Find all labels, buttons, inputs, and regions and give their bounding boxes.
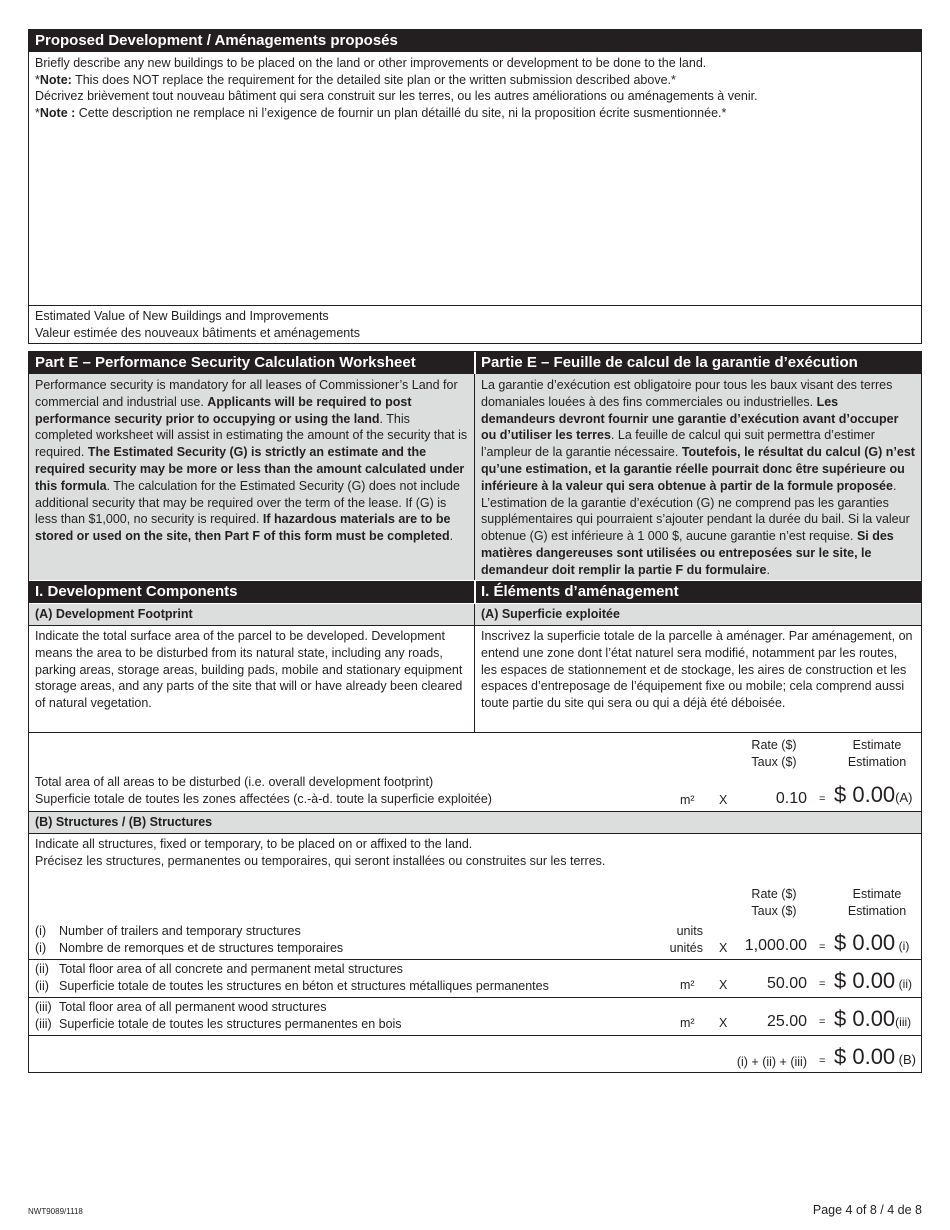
footprint-code: (A) bbox=[895, 790, 913, 805]
concrete-metal-area-input[interactable] bbox=[589, 961, 669, 993]
form-id: NWT9089/1118 bbox=[28, 1207, 83, 1216]
intro-divider bbox=[474, 374, 475, 580]
intro-run: . bbox=[449, 529, 454, 544]
part-e-header-fr: Partie E – Feuille de calcul de la garantie d’exécution bbox=[475, 352, 921, 374]
header-separator bbox=[474, 352, 476, 374]
equals-sign: = bbox=[819, 793, 826, 805]
dev-components-header-en: I. Development Components bbox=[29, 581, 475, 603]
intro-run: . The calculation for the Estimated Security (G) does not include additional security that may be required over the term of the lease. If (G) is less than $1,000, no security is required. bbox=[35, 478, 460, 527]
estimate-header-fr: Estimation bbox=[847, 904, 907, 918]
structure-row-i: (i) Number of trailers and temporary structures (i) Nombre de remorques et de structures temporaires bbox=[35, 924, 344, 955]
page-number: Page 4 of 8 / 4 de 8 bbox=[812, 1203, 922, 1217]
footprint-estimate bbox=[834, 784, 913, 806]
times-sign: X bbox=[719, 1016, 728, 1030]
structures-label: (B) Structures / (B) Structures bbox=[29, 812, 921, 834]
trailers-count-input[interactable] bbox=[589, 923, 669, 955]
rate-header-en: Rate ($) bbox=[751, 738, 797, 752]
footprint-rate: 0.10 bbox=[775, 790, 807, 807]
footprint-total-label-fr: Superficie totale de toutes les zones affectées (c.-à-d. toute la superficie exploitée) bbox=[35, 792, 492, 806]
instruction-en: Briefly describe any new buildings to be placed on the land or other improvements or development to be done to the land. bbox=[35, 56, 707, 70]
equals-sign: = bbox=[819, 978, 826, 990]
note-en: *Note: This does NOT replace the requirement for the detailed site plan or the written submission described above.* bbox=[35, 72, 676, 87]
structure-row-ii: (ii) Total floor area of all concrete and permanent metal structures (ii) Superficie totale de toutes les structures en béton et structures métalliques permanentes bbox=[35, 962, 549, 993]
divider bbox=[29, 732, 921, 733]
intro-run: Applicants will be required to post performance security prior to occupying or using the land bbox=[35, 394, 412, 426]
part-e-header-en: Part E – Performance Security Calculation Worksheet bbox=[29, 352, 475, 374]
footprint-area-input[interactable] bbox=[589, 776, 689, 806]
unit-m2: m² bbox=[680, 793, 695, 807]
rate-header bbox=[729, 737, 819, 771]
proposed-instructions bbox=[29, 52, 921, 121]
intro-run: The Estimated Security (G) is strictly an estimate and the required security may be more or less than the amount calculated under this formula bbox=[35, 445, 465, 493]
instruction-fr: Décrivez brièvement tout nouveau bâtiment qui sera construit sur les terres, ou les autres améliorations ou aménagements à venir. bbox=[35, 89, 758, 103]
trailers-rate: 1,000.00 bbox=[744, 937, 807, 954]
intro-run: Les demandeurs devront fournir une garantie d’exécution avant d’occuper ou d’utiliser les terres bbox=[481, 394, 899, 443]
part-e-section bbox=[28, 351, 922, 1073]
footprint-desc-fr: Inscrivez la superficie totale de la parcelle à aménager. Par aménagement, on entend une zone dont l’état naturel sera modifié, notamment par les routes, les espaces de stationnement et de stockage, les aires de construction et les espaces d’entreposage de l’équipement fixe ou mobile; cela comprend aussi toute partie du site qui sera ou qui a déjà été déboisée. bbox=[481, 629, 913, 711]
estimate-header-en: Estimate bbox=[852, 887, 902, 901]
estimate-header bbox=[829, 886, 925, 920]
rate-header-en: Rate ($) bbox=[751, 887, 797, 901]
a-divider bbox=[474, 604, 475, 732]
wood-estimate: $ 0.00(iii) bbox=[834, 1006, 912, 1031]
sum-label: (i) + (ii) + (iii) bbox=[736, 1055, 807, 1069]
equals-sign: = bbox=[819, 1055, 826, 1067]
header-separator bbox=[474, 581, 476, 603]
intro-run: . bbox=[766, 562, 770, 577]
footprint-amount: $ 0.00 bbox=[834, 782, 896, 807]
trailers-estimate: $ 0.00 (i) bbox=[834, 930, 910, 955]
intro-run: La garantie d’exécution est obligatoire pour tous les baux visant des terres domaniales louées à des fins commerciales ou industrielles. bbox=[481, 378, 893, 409]
equals-sign: = bbox=[819, 1016, 826, 1028]
unit-units: units unités bbox=[669, 924, 703, 955]
intro-run: Performance security is mandatory for all leases of Commissioner’s Land for commercial and industrial use. bbox=[35, 378, 458, 409]
estimated-value-input[interactable] bbox=[409, 306, 921, 343]
dev-components-header-fr: I. Éléments d’aménagement bbox=[475, 581, 921, 603]
concrete-metal-rate: 50.00 bbox=[766, 975, 807, 992]
part-e-intro-en bbox=[35, 377, 469, 545]
footprint-label-en: (A) Development Footprint bbox=[29, 604, 475, 626]
estimate-header bbox=[829, 737, 925, 771]
unit-m2: m² bbox=[680, 1016, 695, 1030]
rate-header-fr: Taux ($) bbox=[751, 904, 797, 918]
intro-run: . This completed worksheet will assist in estimating the amount of the security that is required. bbox=[35, 411, 468, 460]
estimated-value-label-fr: Valeur estimée des nouveaux bâtiments et aménagements bbox=[35, 325, 360, 340]
divider bbox=[29, 959, 921, 960]
divider bbox=[29, 997, 921, 998]
times-sign: X bbox=[719, 941, 728, 955]
footprint-total-label bbox=[35, 774, 492, 808]
structures-desc bbox=[35, 836, 605, 869]
intro-run: Toutefois, le résultat du calcul (G) n’est qu’une estimation, et la garantie réelle pourrait donc être supérieure ou inférieure à la valeur qui sera obtenue à partir de la formule proposée bbox=[481, 445, 915, 493]
structures-desc-en: Indicate all structures, fixed or temporary, to be placed on or affixed to the land. bbox=[35, 837, 473, 851]
proposed-development-header: Proposed Development / Aménagements proposés bbox=[29, 30, 921, 52]
estimate-header-en: Estimate bbox=[852, 738, 902, 752]
part-e-intro-fr bbox=[481, 377, 915, 579]
estimated-value-label-en: Estimated Value of New Buildings and Improvements bbox=[35, 309, 329, 323]
structures-total-estimate: $ 0.00 (B) bbox=[834, 1044, 916, 1069]
intro-run: Si des matières dangereuses sont utilisées ou entreposées sur le site, le demandeur doit remplir la partie F du formulaire bbox=[481, 529, 894, 577]
footprint-label-fr: (A) Superficie exploitée bbox=[475, 604, 921, 626]
intro-run: . La feuille de calcul qui suit permettra d’estimer l’ampleur de la garantie nécessaire. bbox=[481, 428, 875, 460]
footprint-desc-en: Indicate the total surface area of the parcel to be developed. Development means the area to be disturbed from its natural state, including any roads, parking areas, storage areas, building pads, mobile and stationary equipment storage areas, and any parts of the site that will or have already been cleared of natural vegetation. bbox=[35, 629, 463, 711]
wood-rate: 25.00 bbox=[766, 1013, 807, 1030]
equals-sign: = bbox=[819, 941, 826, 953]
concrete-metal-estimate: $ 0.00 (ii) bbox=[834, 968, 912, 993]
estimate-header-fr: Estimation bbox=[847, 755, 907, 769]
intro-run: . L’estimation de la garantie d’exécution (G) ne comprend pas les garanties supplémentaires qui pourraient s’ajouter pendant la durée du bail. Si la valeur obtenue (G) est inférieure à 1 000 $, aucune garantie n’est requise. bbox=[481, 478, 910, 544]
note-fr: *Note : Cette description ne remplace ni l’exigence de fournir un plan détaillé du site, ni la proposition écrite susmentionnée.* bbox=[35, 105, 727, 120]
description-textarea[interactable] bbox=[29, 122, 921, 305]
divider bbox=[29, 1035, 921, 1036]
rate-header-fr: Taux ($) bbox=[751, 755, 797, 769]
times-sign: X bbox=[719, 978, 728, 992]
rate-header bbox=[729, 886, 819, 920]
wood-area-input[interactable] bbox=[589, 999, 669, 1031]
times-sign: X bbox=[719, 793, 728, 807]
structures-desc-fr: Précisez les structures, permanentes ou temporaires, qui seront installées ou construites sur les terres. bbox=[35, 853, 606, 868]
structure-row-iii: (iii) Total floor area of all permanent wood structures (iii) Superficie totale de toutes les structures permanentes en bois bbox=[35, 1000, 402, 1031]
footprint-total-label-en: Total area of all areas to be disturbed (i.e. overall development footprint) bbox=[35, 775, 434, 789]
unit-m2: m² bbox=[680, 978, 695, 992]
intro-run: If hazardous materials are to be stored or used on the site, then Part F of this form must be completed bbox=[35, 512, 451, 544]
estimated-value-label bbox=[35, 308, 360, 341]
proposed-development-section bbox=[28, 29, 922, 344]
